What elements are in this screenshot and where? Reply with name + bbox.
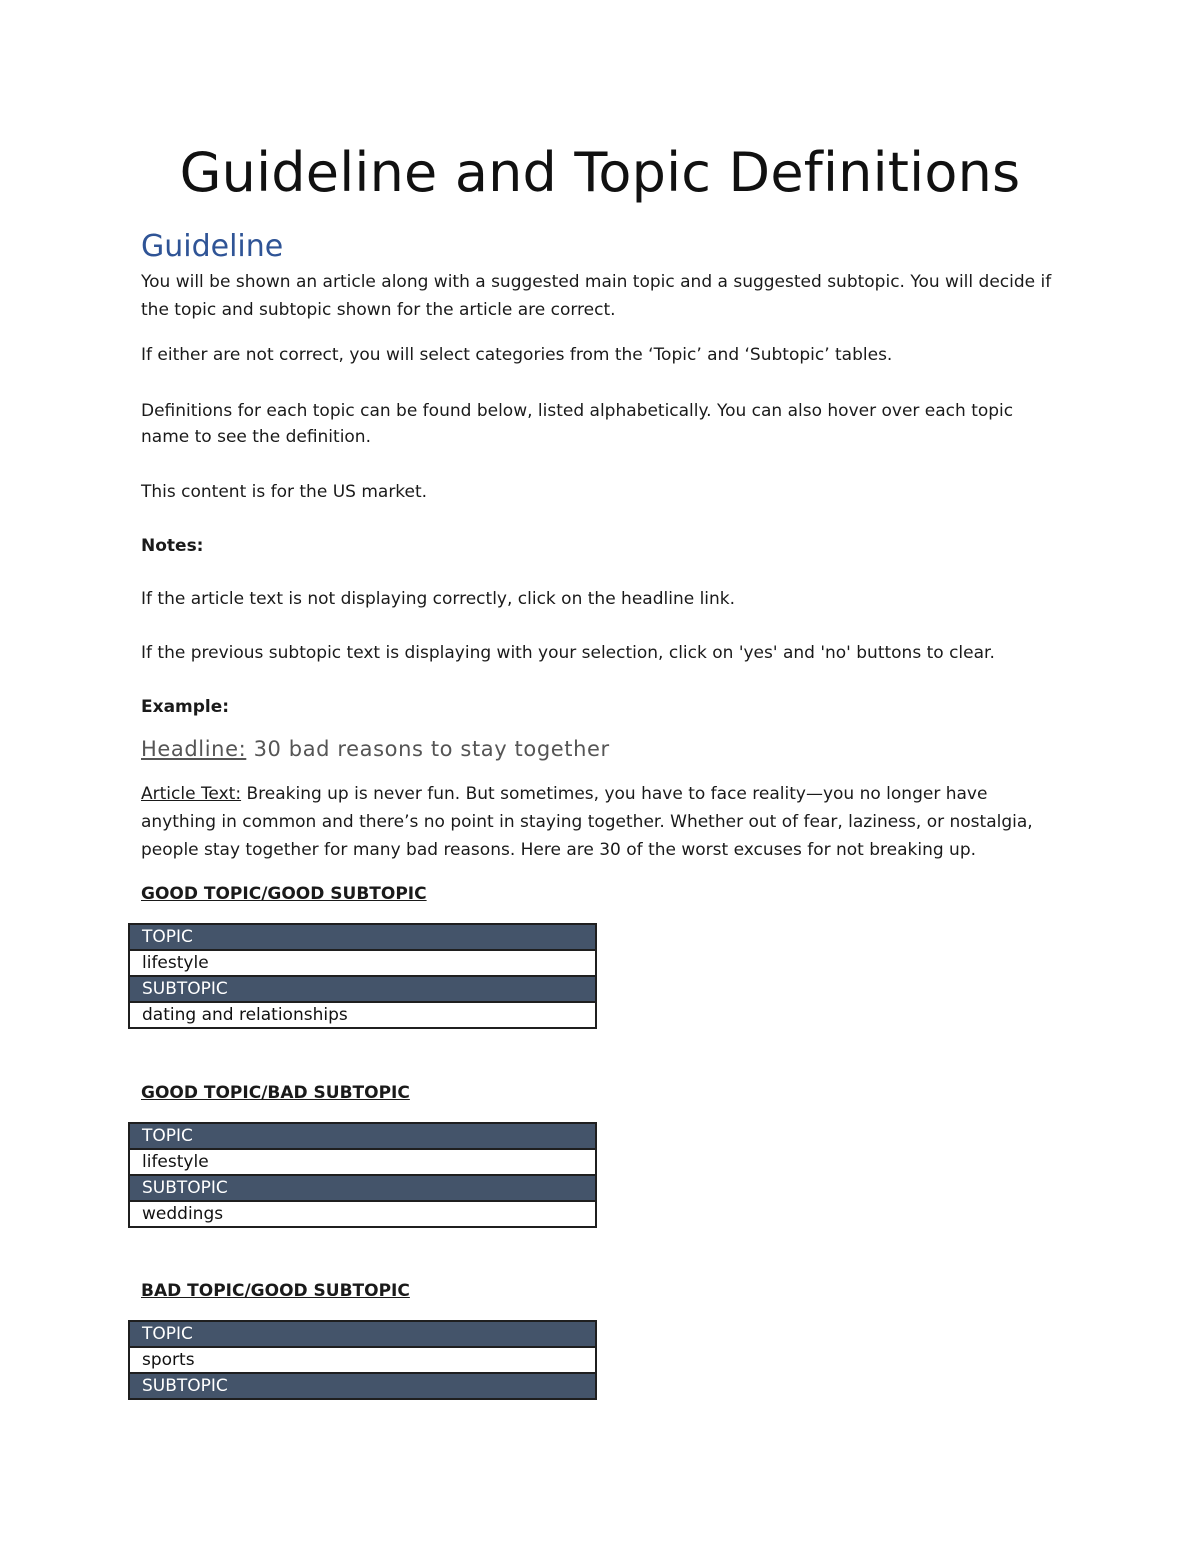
subtopic-value-cell: dating and relationships [129,1002,596,1028]
subtopic-value-cell: weddings [129,1201,596,1227]
example-label: Example: [141,697,230,717]
topic-value-cell: sports [129,1347,596,1373]
topic-value-cell: lifestyle [129,1149,596,1175]
table-row [129,976,596,1002]
headline-text: 30 bad reasons to stay together [246,737,610,761]
notes-label: Notes: [141,536,204,556]
note-headline-link: If the article text is not displaying correctly, click on the headline link. [141,589,736,609]
table-row [129,1347,596,1373]
note-clear-selection: If the previous subtopic text is displaying with your selection, click on 'yes' and 'no' buttons to clear. [141,643,995,663]
table-row [129,1123,596,1149]
topic-header-cell: TOPIC [129,1123,596,1149]
case-label-bad-topic-good-subtopic: BAD TOPIC/GOOD SUBTOPIC [141,1281,410,1301]
guideline-correction-paragraph: If either are not correct, you will select categories from the ‘Topic’ and ‘Subtopic’ tables. [141,345,893,365]
article-text-label: Article Text: [141,784,242,804]
headline-label: Headline: [141,737,247,761]
table-row [129,1175,596,1201]
case-label-good-topic-good-subtopic: GOOD TOPIC/GOOD SUBTOPIC [141,884,427,904]
table-row [129,1373,596,1399]
table-row [129,1201,596,1227]
subtopic-header-cell: SUBTOPIC [129,1175,596,1201]
topic-header-cell: TOPIC [129,1321,596,1347]
table-row [129,1149,596,1175]
case-label-good-topic-bad-subtopic: GOOD TOPIC/BAD SUBTOPIC [141,1083,410,1103]
category-table-good-good [128,923,597,1029]
guideline-market-paragraph: This content is for the US market. [141,482,428,502]
table-row [129,1321,596,1347]
example-article-text [141,780,1061,864]
example-headline [141,733,610,765]
article-text-body: Breaking up is never fun. But sometimes, you have to face reality—you no longer have anything in common and there’s no point in staying together. Whether out of fear, laziness, or nostalgia, people stay together for many bad reasons. Here are 30 of the worst excuses for not breaking up. [141,784,1033,860]
topic-value-cell: lifestyle [129,950,596,976]
guideline-heading: Guideline [141,229,284,264]
page-title: Guideline and Topic Definitions [179,141,1021,204]
table-row [129,950,596,976]
guideline-definitions-paragraph: Definitions for each topic can be found below, listed alphabetically. You can also hover over each topic name to see the definition. [141,401,1014,447]
category-table-good-bad [128,1122,597,1228]
guideline-intro-paragraph: You will be shown an article along with a suggested main topic and a suggested subtopic. You will decide if the topic and subtopic shown for the article are correct. [141,272,1052,320]
subtopic-header-cell: SUBTOPIC [129,976,596,1002]
table-row [129,924,596,950]
topic-header-cell: TOPIC [129,924,596,950]
category-table-bad-good [128,1320,597,1400]
table-row [129,1002,596,1028]
subtopic-header-cell: SUBTOPIC [129,1373,596,1399]
